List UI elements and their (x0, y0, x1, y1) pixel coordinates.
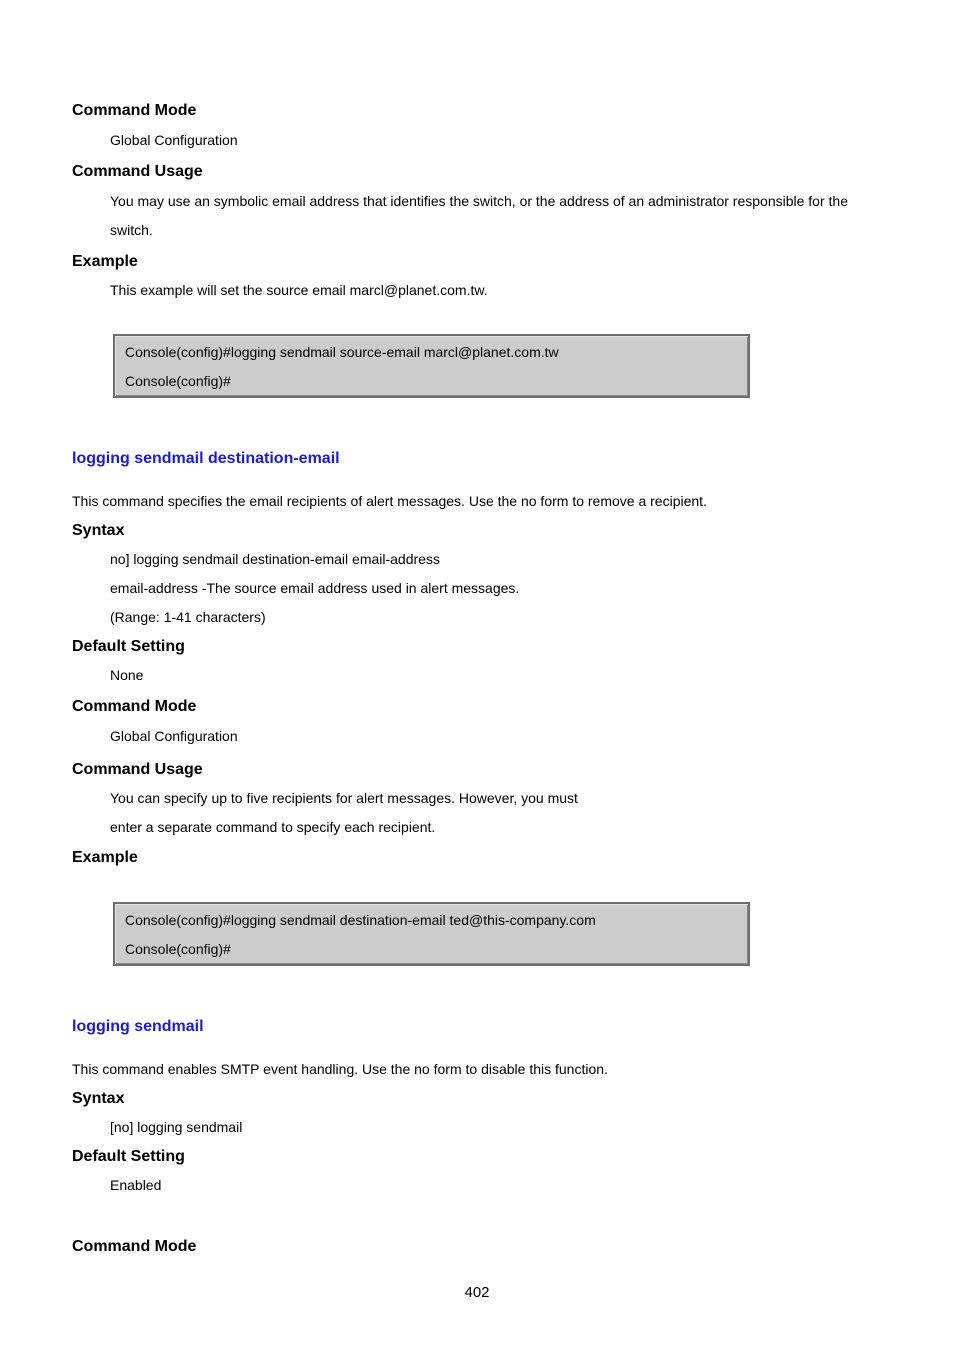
syntax-line: no] logging sendmail destination-email email-address (110, 551, 440, 567)
command-usage-text-line1: You can specify up to five recipients for alert messages. However, you must (110, 790, 578, 806)
command-usage-text-line2: enter a separate command to specify each recipient. (110, 819, 436, 835)
console-line: Console(config)#logging sendmail source-email marcl@planet.com.tw (125, 344, 559, 360)
default-setting-heading: Default Setting (72, 638, 185, 655)
console-line: Console(config)# (125, 373, 231, 389)
command-mode-heading: Command Mode (72, 1238, 197, 1255)
console-example-box (113, 334, 750, 398)
syntax-heading: Syntax (72, 522, 125, 539)
command-usage-text-line1: You may use an symbolic email address that identifies the switch, or the address of an administrator responsible for the (110, 193, 848, 209)
example-heading: Example (72, 849, 138, 866)
command-mode-value: Global Configuration (110, 728, 238, 744)
section-title-logging-sendmail: logging sendmail (72, 1018, 204, 1035)
section-description: This command enables SMTP event handling. Use the no form to disable this function. (72, 1061, 608, 1077)
console-line: Console(config)#logging sendmail destination-email ted@this-company.com (125, 912, 596, 928)
command-mode-heading: Command Mode (72, 102, 197, 119)
default-setting-heading: Default Setting (72, 1148, 185, 1165)
command-usage-heading: Command Usage (72, 163, 203, 180)
command-mode-value: Global Configuration (110, 132, 238, 148)
syntax-heading: Syntax (72, 1090, 125, 1107)
example-heading: Example (72, 253, 138, 270)
page-number: 402 (464, 1284, 490, 1301)
console-line: Console(config)# (125, 941, 231, 957)
syntax-line: (Range: 1-41 characters) (110, 609, 266, 625)
default-setting-value: Enabled (110, 1177, 162, 1193)
section-title-destination-email: logging sendmail destination-email (72, 450, 340, 467)
console-example-box (113, 902, 750, 966)
default-setting-value: None (110, 667, 144, 683)
command-usage-text-line2: switch. (110, 222, 153, 238)
command-usage-heading: Command Usage (72, 761, 203, 778)
command-mode-heading: Command Mode (72, 698, 197, 715)
syntax-line: [no] logging sendmail (110, 1119, 243, 1135)
syntax-line: email-address -The source email address used in alert messages. (110, 580, 520, 596)
section-description: This command specifies the email recipients of alert messages. Use the no form to remove a recipient. (72, 493, 707, 509)
example-text: This example will set the source email marcl@planet.com.tw. (110, 282, 488, 298)
